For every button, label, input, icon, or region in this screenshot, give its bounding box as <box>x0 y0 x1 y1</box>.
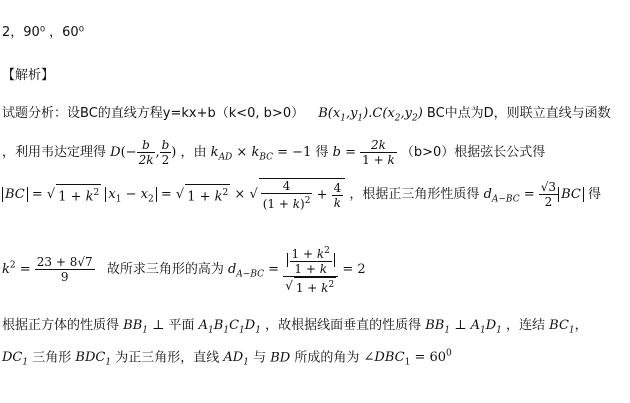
formula-height: $d_{A-BC}$ <box>483 187 520 205</box>
text-setup: 试题分析：设BC的直线方程y=kx+b（k<0, b>0） <box>2 106 305 121</box>
text-get: 得 <box>315 145 329 160</box>
text-cube: 根据正方体的性质得 <box>2 318 120 333</box>
analysis-line-5: 根据正方体的性质得 $BB_1$ ⊥ 平面 $A_1B_1C_1D_1$ ，故根据线面垂直的性质得 $BB_1$ ⊥ $A_1D_1$ ，连结 $BC_1$， <box>2 318 588 336</box>
text-vieta: ，利用韦达定理得 <box>2 145 107 160</box>
formula-bb1-perp: $BB_1$ <box>123 318 148 336</box>
formula-b: b <box>332 145 341 160</box>
analysis-line-1: 试题分析：设BC的直线方程y=kx+b（k<0, b>0） $B(x_1,y_1).C(x_2,y_2)$ BC中点为D，则联立直线与函数 <box>2 106 611 124</box>
text-connect: ，连结 <box>506 318 546 333</box>
formula-bc1: $BC_1$ <box>549 318 575 336</box>
formula-bd: BD <box>270 350 291 366</box>
analysis-line-4: $k^2$ = $\frac{23 + 8√7}{9}$ 故所求三角形的高为 $d_{A-BC}$ = $\frac{\frac{1 + k^2}{1 + k}}{√ 1 + k^2}$ = 2 <box>2 246 366 295</box>
answer-line: 2，90⁰ ，60⁰ <box>2 25 84 40</box>
text-angle: 所成的角为 <box>294 350 360 366</box>
text-by: ，由 <box>180 145 207 160</box>
formula-k-squared: $k^2$ = <box>2 260 35 277</box>
formula-bdc1: $BDC_1$ <box>75 350 112 368</box>
formula-slopes: $k_{AD}$ <box>210 145 233 163</box>
text-perp-property: ，故根据线面垂直的性质得 <box>265 318 422 333</box>
text-get-2: 得 <box>587 187 601 202</box>
text-equilateral-line: 为正三角形，直线 <box>115 350 220 366</box>
formula-ad1: $AD_1$ <box>223 350 249 368</box>
formula-dc1: $DC_1$ <box>2 350 29 368</box>
text-height: 故所求三角形的高为 <box>106 262 224 277</box>
text-midpoint: BC中点为D，则联立直线与函数 <box>426 106 611 121</box>
text-triangle: 三角形 <box>32 350 72 366</box>
analysis-line-6 <box>2 346 452 371</box>
analysis-line-3: BC = √ $1 + k^2$ $x_1 - x_2$ = √ $1 + k^2$ × √ $\frac{4}{(1 + k)^2}$ + $\frac{4}{k}$ ，根据正三角形性质得 $d_{A-BC}$ = $\frac{√3}{2}$ BC 得 <box>2 178 601 211</box>
section-title: 【解析】 <box>2 68 55 83</box>
formula-d: D <box>110 145 121 160</box>
formula-plane: $A_1B_1C_1D_1$ <box>198 318 261 336</box>
formula-angle: $\angle DBC_1 = 60^0$ <box>363 349 452 368</box>
text-chord: （b>0）根据弦长公式得 <box>400 145 546 160</box>
formula-chord-length: BC = √ $1 + k^2$ $x_1 - x_2$ = √ $1 + k^2$ × √ $\frac{4}{(1 + k)^2}$ + $\frac{4}{k}$ <box>2 187 345 202</box>
text-and: 与 <box>253 350 267 366</box>
analysis-line-2: ，利用韦达定理得 D(− $\frac{b}{2k}$ , $\frac{b}{2}$ ) ，由 $k_{AD} \times k_{BC} = -1$ 得 b = $\frac{2k}{1 + k}$ （b>0）根据弦长公式得 <box>2 138 546 167</box>
formula-points: $B(x_1,y_1)$ <box>318 106 369 124</box>
formula-bb1-a1d1: $BB_1$ <box>425 318 451 336</box>
text-plane: 平面 <box>168 318 195 333</box>
formula-height-value: $d_{A-BC}$ <box>227 262 265 280</box>
text-equilateral: ，根据正三角形性质得 <box>349 187 480 202</box>
